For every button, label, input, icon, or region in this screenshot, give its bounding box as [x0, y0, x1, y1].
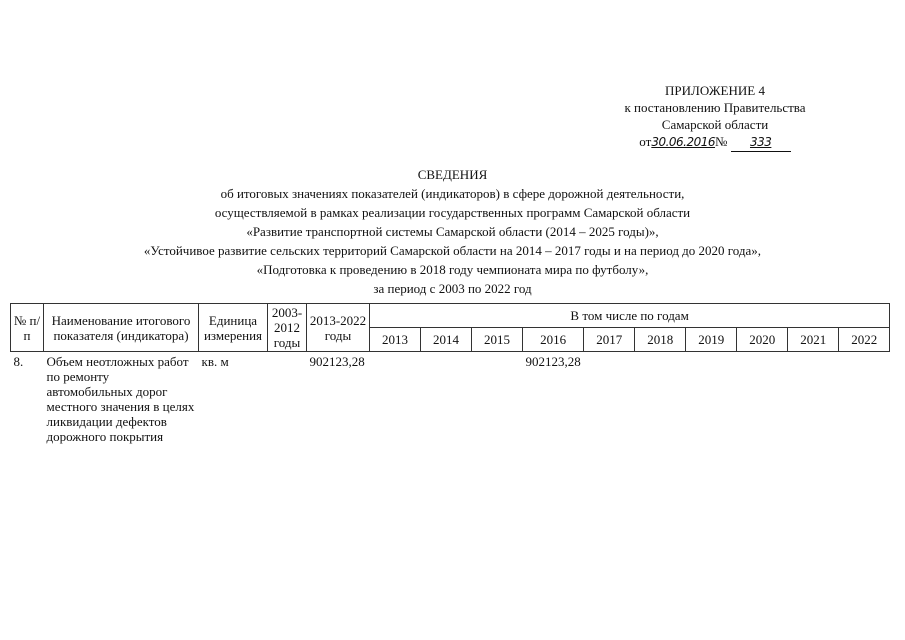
header-year-2013: 2013 — [370, 328, 421, 352]
row-year-2015 — [472, 352, 523, 447]
row-num: 8. — [13, 354, 24, 369]
heading-line-6: за период с 2003 по 2022 год — [373, 281, 532, 296]
row-year-2020 — [737, 352, 788, 447]
row-year-2016: 902123,28 — [525, 354, 581, 369]
appendix-region-line: Самарской области — [661, 117, 769, 132]
header-num: № п/п — [11, 304, 44, 352]
table-row — [11, 352, 890, 447]
row-year-2014 — [421, 352, 472, 447]
appendix-decree-line: к постановлению Правительства — [624, 100, 806, 115]
header-year-2015: 2015 — [472, 328, 523, 352]
header-period-2003-2012: 2003-2012 годы — [268, 304, 307, 352]
heading-line-5: «Подготовка к проведению в 2018 году чемпионата мира по футболу», — [256, 262, 649, 277]
row-year-2013 — [370, 352, 421, 447]
row-period-2003-2012 — [268, 352, 307, 447]
header-year-2014: 2014 — [421, 328, 472, 352]
heading-line-3: «Развитие транспортной системы Самарской области (2014 – 2025 годы)», — [246, 224, 659, 239]
row-year-2021 — [788, 352, 839, 447]
header-name: Наименование итогового показателя (индикатора) — [44, 304, 199, 352]
row-year-2018 — [635, 352, 686, 447]
header-unit: Единица измерения — [199, 304, 268, 352]
header-year-2018: 2018 — [635, 328, 686, 352]
header-year-2016: 2016 — [523, 328, 584, 352]
document-heading — [20, 165, 885, 298]
header-period-2013-2022: 2013-2022 годы — [307, 304, 370, 352]
number-prefix: № — [715, 134, 728, 149]
header-by-years: В том числе по годам — [370, 304, 890, 328]
appendix-date-number-line — [560, 133, 870, 152]
heading-line-2: осуществляемой в рамках реализации государственных программ Самарской области — [214, 205, 691, 220]
indicators-table — [10, 303, 890, 446]
row-year-2017 — [584, 352, 635, 447]
appendix-title: ПРИЛОЖЕНИЕ 4 — [665, 83, 765, 98]
appendix-block — [560, 82, 870, 152]
header-year-2021: 2021 — [788, 328, 839, 352]
row-year-2019 — [686, 352, 737, 447]
heading-line-4: «Устойчивое развитие сельских территорий Самарской области на 2014 – 2017 годы и на период до 2020 года», — [143, 243, 762, 258]
header-year-2022: 2022 — [839, 328, 890, 352]
document-title: СВЕДЕНИЯ — [417, 167, 488, 182]
row-indicator-name: Объем неотложных работ по ремонту автомобильных дорог местного значения в целях ликвидации дефектов дорожного покрытия — [46, 354, 195, 444]
handwritten-number: 333 — [749, 135, 772, 149]
from-prefix: от — [639, 134, 652, 149]
heading-line-1: об итоговых значениях показателей (индикаторов) в сфере дорожной деятельности, — [220, 186, 685, 201]
header-year-2017: 2017 — [584, 328, 635, 352]
header-year-2019: 2019 — [686, 328, 737, 352]
row-period-2013-2022: 902123,28 — [309, 354, 365, 369]
row-year-2022 — [839, 352, 890, 447]
header-year-2020: 2020 — [737, 328, 788, 352]
handwritten-date: 30.06.2016 — [651, 135, 716, 149]
row-unit: кв. м — [201, 354, 229, 369]
